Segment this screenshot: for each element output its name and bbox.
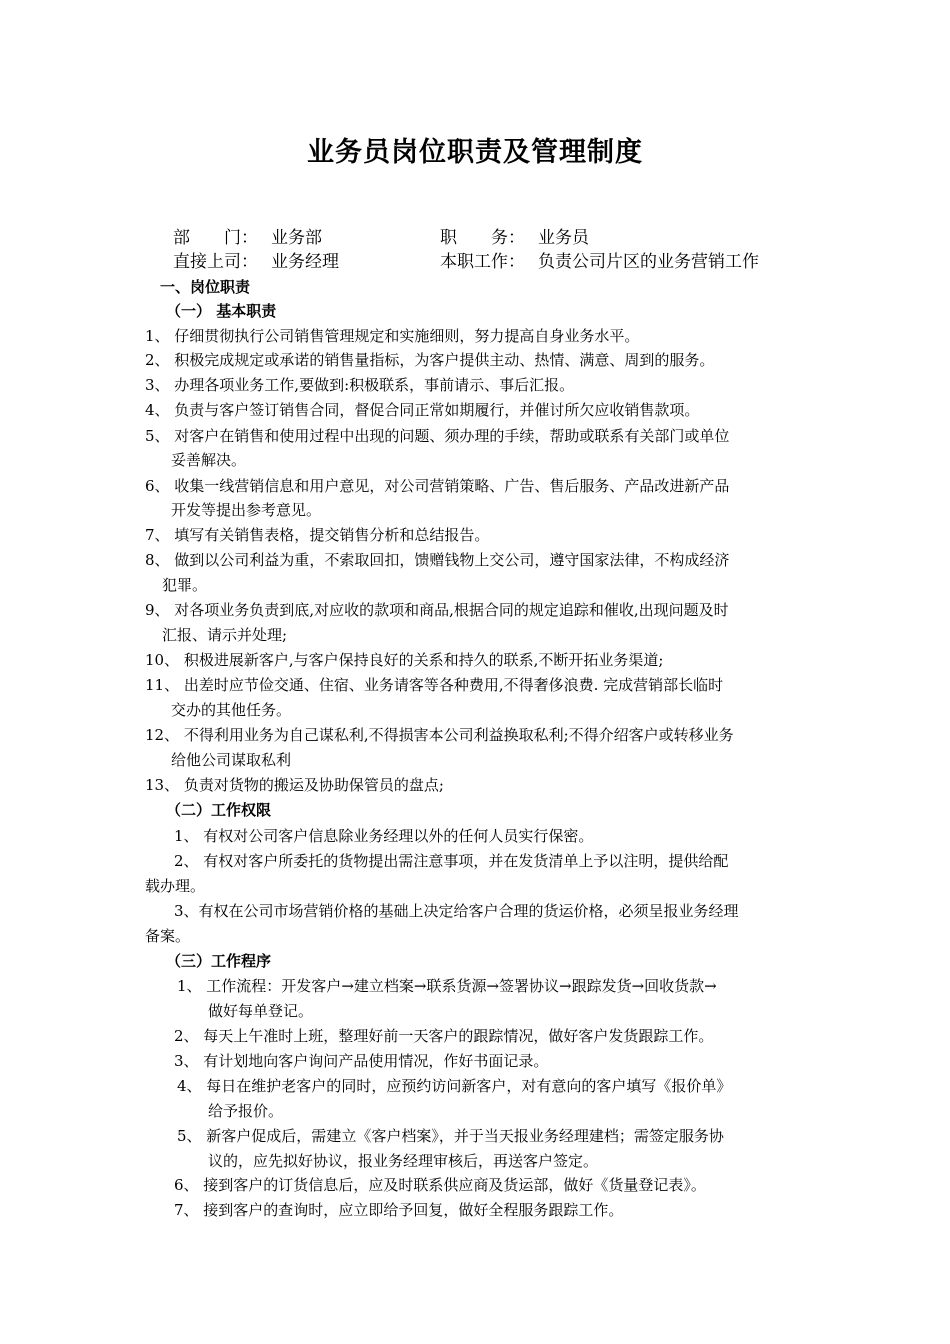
duty-item: 6、 收集一线营销信息和用户意见，对公司营销策略、广告、售后服务、产品改进新产品 bbox=[145, 477, 730, 495]
duty-item: 5、 对客户在销售和使用过程中出现的问题、须办理的手续，帮助或联系有关部门或单位 bbox=[145, 427, 730, 445]
authority-item-continued: 载办理。 bbox=[145, 877, 206, 895]
duty-item: 8、 做到以公司利益为重，不索取回扣，馈赠钱物上交公司，遵守国家法律，不构成经济 bbox=[145, 551, 730, 569]
subsection-heading: （一） 基本职责 bbox=[166, 302, 277, 320]
position-value: 业务员 bbox=[538, 228, 589, 248]
duty-label: 本职工作： bbox=[440, 252, 525, 272]
duty-item-continued: 妥善解决。 bbox=[171, 451, 247, 469]
duty-item: 9、 对各项业务负责到底,对应收的款项和商品,根据合同的规定追踪和催收,出现问题及时 bbox=[145, 601, 729, 619]
subsection-heading: （二）工作权限 bbox=[166, 801, 272, 819]
dept-label: 部 门： bbox=[173, 228, 258, 248]
procedure-item: 5、 新客户促成后，需建立《客户档案》，并于当天报业务经理建档；需签定服务协 bbox=[177, 1127, 724, 1145]
duty-item: 12、 不得利用业务为自己谋私利,不得损害本公司利益换取私利;不得介绍客户或转移业务 bbox=[145, 726, 734, 744]
authority-item-continued: 备案。 bbox=[145, 927, 191, 945]
authority-item: 1、 有权对公司客户信息除业务经理以外的任何人员实行保密。 bbox=[174, 827, 594, 845]
duty-item: 13、 负责对货物的搬运及协助保管员的盘点; bbox=[145, 776, 444, 794]
procedure-item: 7、 接到客户的查询时，应立即给予回复，做好全程服务跟踪工作。 bbox=[174, 1201, 624, 1219]
duty-item: 1、 仔细贯彻执行公司销售管理规定和实施细则，努力提高自身业务水平。 bbox=[145, 327, 640, 345]
duty-item-continued: 开发等提出参考意见。 bbox=[171, 501, 322, 519]
duty-value: 负责公司片区的业务营销工作 bbox=[538, 252, 759, 272]
authority-item: 2、 有权对客户所委托的货物提出需注意事项，并在发货清单上予以注明，提供给配 bbox=[174, 852, 729, 870]
duty-item-continued: 犯罪。 bbox=[162, 576, 208, 594]
authority-item: 3、有权在公司市场营销价格的基础上决定给客户合理的货运价格，必须呈报业务经理 bbox=[174, 902, 739, 920]
dept-value: 业务部 bbox=[271, 228, 322, 248]
duty-item: 4、 负责与客户签订销售合同，督促合同正常如期履行，并催讨所欠应收销售款项。 bbox=[145, 401, 700, 419]
procedure-item: 4、 每日在维护老客户的同时，应预约访问新客户，对有意向的客户填写《报价单》 bbox=[177, 1077, 732, 1095]
duty-item: 2、 积极完成规定或承诺的销售量指标，为客户提供主动、热情、满意、周到的服务。 bbox=[145, 351, 715, 369]
duty-item-continued: 汇报、请示并处理; bbox=[162, 626, 288, 644]
section-heading: 一、岗位职责 bbox=[160, 278, 251, 296]
duty-item: 10、 积极进展新客户,与客户保持良好的关系和持久的联系,不断开拓业务渠道; bbox=[145, 651, 664, 669]
document-title: 业务员岗位职责及管理制度 bbox=[307, 137, 643, 168]
subsection-heading: （三）工作程序 bbox=[166, 952, 272, 970]
duty-item: 11、 出差时应节俭交通、住宿、业务请客等各种费用,不得奢侈浪费. 完成营销部长临时 bbox=[145, 676, 724, 694]
procedure-item: 1、 工作流程：开发客户→建立档案→联系货源→签署协议→跟踪发货→回收货款→ bbox=[177, 977, 717, 995]
duty-item-continued: 交办的其他任务。 bbox=[171, 701, 292, 719]
duty-item: 7、 填写有关销售表格，提交销售分析和总结报告。 bbox=[145, 526, 490, 544]
supervisor-value: 业务经理 bbox=[271, 252, 339, 272]
position-label: 职 务： bbox=[440, 228, 525, 248]
procedure-item-continued: 议的，应先拟好协议，报业务经理审核后，再送客户签定。 bbox=[208, 1152, 599, 1170]
procedure-item-continued: 做好每单登记。 bbox=[208, 1002, 314, 1020]
procedure-item: 3、 有计划地向客户询问产品使用情况，作好书面记录。 bbox=[174, 1052, 549, 1070]
duty-item-continued: 给他公司谋取私利 bbox=[171, 751, 292, 769]
duty-item: 3、 办理各项业务工作,要做到:积极联系，事前请示、事后汇报。 bbox=[145, 376, 575, 394]
supervisor-label: 直接上司： bbox=[173, 252, 258, 272]
procedure-item-continued: 给予报价。 bbox=[208, 1102, 284, 1120]
procedure-item: 6、 接到客户的订货信息后，应及时联系供应商及货运部，做好《货量登记表》。 bbox=[174, 1176, 706, 1194]
procedure-item: 2、 每天上午准时上班，整理好前一天客户的跟踪情况，做好客户发货跟踪工作。 bbox=[174, 1027, 714, 1045]
